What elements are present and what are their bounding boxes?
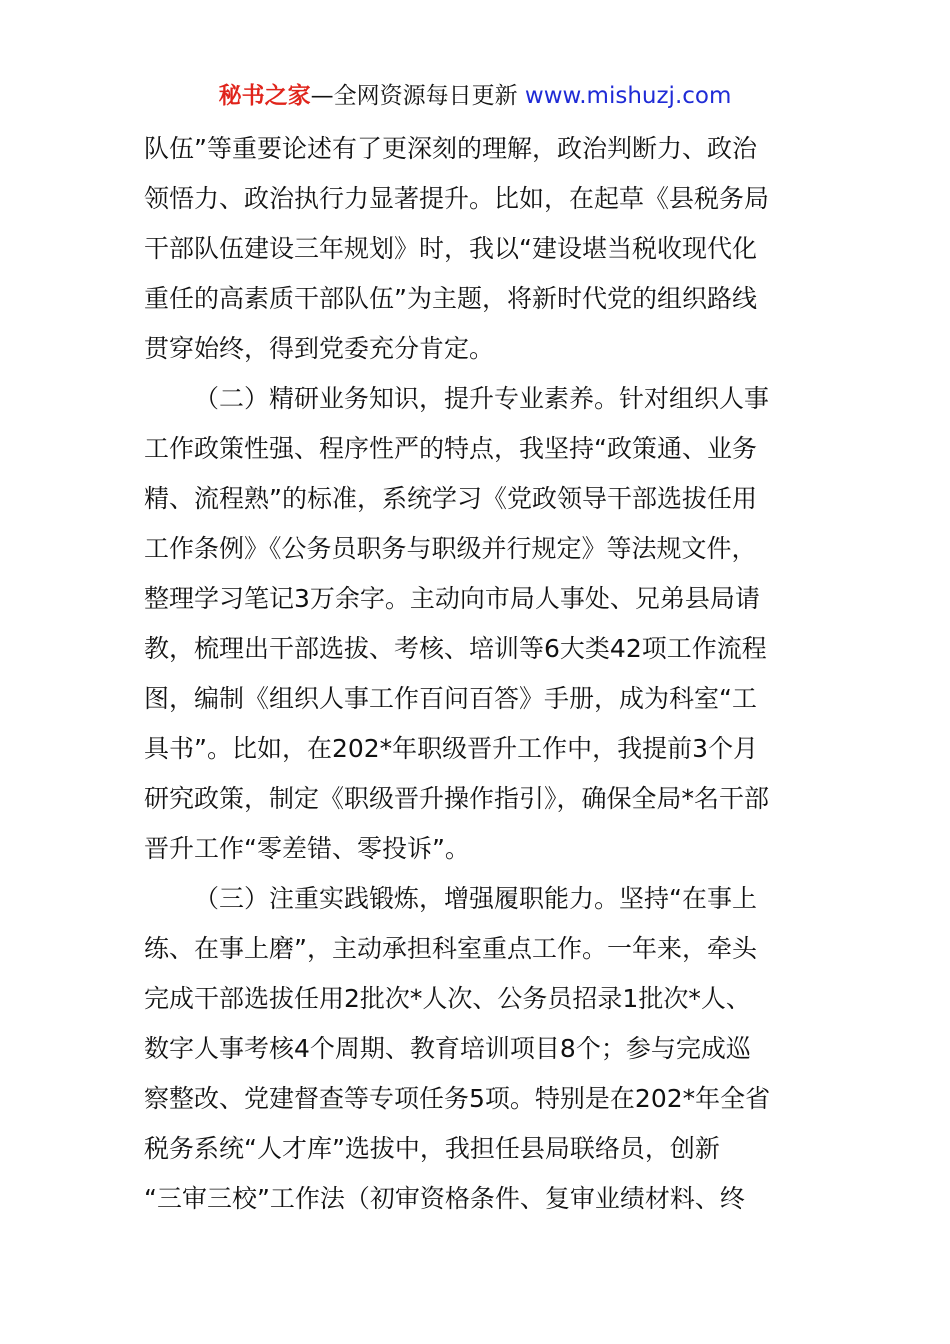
text-line: 工作政策性强、程序性严的特点，我坚持“政策通、业务 bbox=[144, 434, 757, 463]
document-body bbox=[144, 124, 816, 1224]
text-line: 晋升工作“零差错、零投诉”。 bbox=[144, 834, 470, 863]
text-line: 研究政策，制定《职级晋升操作指引》，确保全局*名干部 bbox=[144, 784, 770, 813]
text-line: 图，编制《组织人事工作百问百答》手册，成为科室“工 bbox=[144, 684, 757, 713]
text-line: 练、在事上磨”，主动承担科室重点工作。一年来，牵头 bbox=[144, 934, 757, 963]
text-line: 队伍”等重要论述有了更深刻的理解，政治判断力、政治 bbox=[144, 134, 757, 163]
text-line: 贯穿始终，得到党委充分肯定。 bbox=[144, 334, 495, 363]
text-line: 察整改、党建督查等专项任务5项。特别是在202*年全省 bbox=[144, 1084, 771, 1113]
text-line: 数字人事考核4个周期、教育培训项目8个；参与完成巡 bbox=[144, 1034, 751, 1063]
text-line: （三）注重实践锻炼，增强履职能力。坚持“在事上 bbox=[194, 884, 757, 913]
site-url-link[interactable]: www.mishuzj.com bbox=[524, 83, 732, 109]
site-header bbox=[0, 80, 950, 112]
text-line: 完成干部选拔任用2批次*人次、公务员招录1批次*人、 bbox=[144, 984, 751, 1013]
text-line: 具书”。比如，在202*年职级晋升工作中，我提前3个月 bbox=[144, 734, 759, 763]
text-line: 领悟力、政治执行力显著提升。比如，在起草《县税务局 bbox=[144, 184, 770, 213]
site-tagline: —全网资源每日更新 bbox=[310, 83, 518, 109]
site-brand: 秘书之家 bbox=[218, 83, 311, 109]
text-line: 税务系统“人才库”选拔中，我担任县局联络员，创新 bbox=[144, 1134, 720, 1163]
text-line: （二）精研业务知识，提升专业素养。针对组织人事 bbox=[194, 384, 770, 413]
text-line: 精、流程熟”的标准，系统学习《党政领导干部选拔任用 bbox=[144, 484, 757, 513]
text-line: 整理学习笔记3万余字。主动向市局人事处、兄弟县局请 bbox=[144, 584, 760, 613]
text-line: 教，梳理出干部选拔、考核、培训等6大类42项工作流程 bbox=[144, 634, 767, 663]
text-line: 重任的高素质干部队伍”为主题，将新时代党的组织路线 bbox=[144, 284, 757, 313]
text-line: “三审三校”工作法（初审资格条件、复审业绩材料、终 bbox=[144, 1184, 745, 1213]
text-line: 工作条例》《公务员职务与职级并行规定》等法规文件， bbox=[144, 534, 757, 563]
text-line: 干部队伍建设三年规划》时，我以“建设堪当税收现代化 bbox=[144, 234, 757, 263]
